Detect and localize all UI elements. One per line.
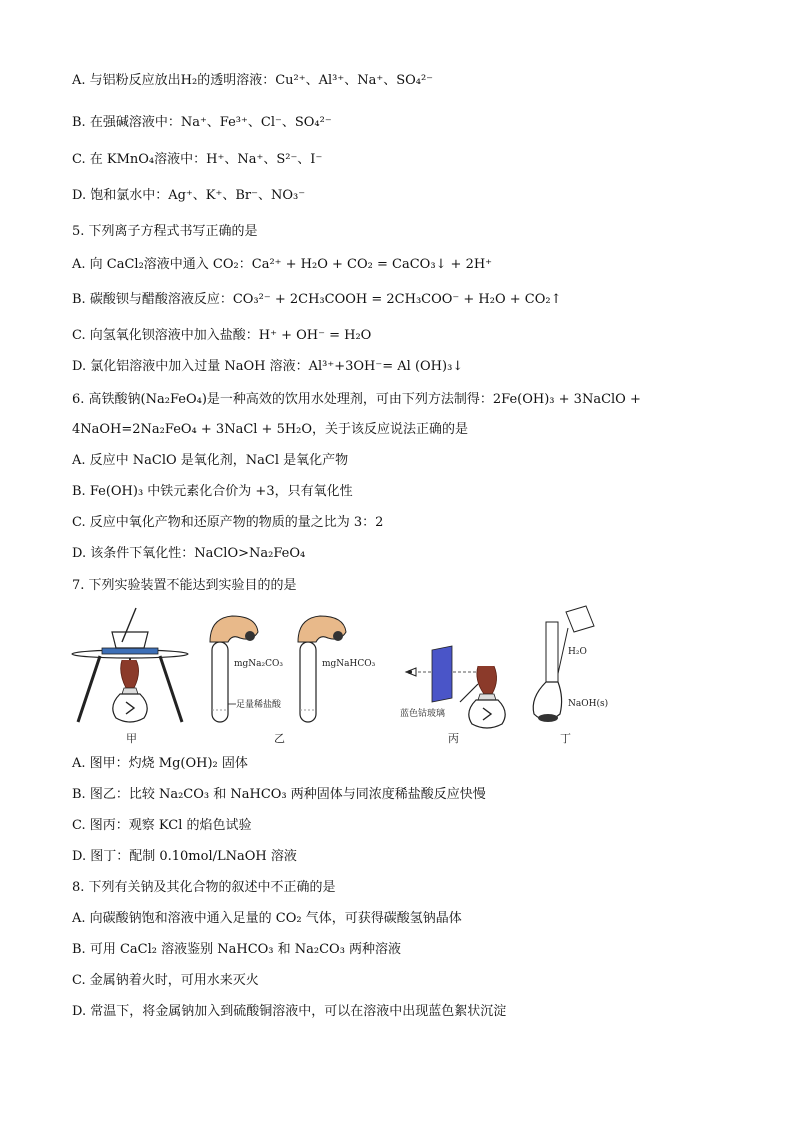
text-line: D. 饱和氯水中：Ag⁺、K⁺、Br⁻、NO₃⁻: [72, 188, 306, 203]
text-line: D. 该条件下氧化性：NaClO>Na₂FeO₄: [72, 546, 306, 561]
text-line: 4NaOH=2Na₂FeO₄ + 3NaCl + 5H₂O，关于该反应说法正确的是: [72, 422, 469, 437]
caption-yi: 乙: [274, 732, 285, 745]
text-line: 8. 下列有关钠及其化合物的叙述中不正确的是: [72, 880, 336, 895]
text-line: B. 碳酸钡与醋酸溶液反应：CO₃²⁻ + 2CH₃COOH = 2CH₃COO⁻ + H₂O + CO₂↑: [72, 292, 562, 307]
experiment-figure: [60, 602, 740, 752]
text-line: C. 在 KMnO₄溶液中：H⁺、Na⁺、S²⁻、I⁻: [72, 152, 323, 167]
label-cobalt-glass: 蓝色钴玻璃: [400, 709, 446, 719]
text-line: B. 可用 CaCl₂ 溶液鉴别 NaHCO₃ 和 Na₂CO₃ 两种溶液: [72, 942, 402, 957]
text-line: A. 向 CaCl₂溶液中通入 CO₂：Ca²⁺ + H₂O + CO₂ = CaCO₃↓ + 2H⁺: [72, 257, 493, 272]
text-line: D. 图丁：配制 0.10mol/LNaOH 溶液: [72, 849, 297, 864]
text-line: B. Fe(OH)₃ 中铁元素化合价为 +3，只有氧化性: [72, 484, 353, 499]
label-water: H₂O: [568, 647, 587, 657]
caption-jia: 甲: [126, 732, 137, 745]
text-line: D. 氯化铝溶液中加入过量 NaOH 溶液：Al³⁺+3OH⁻= Al (OH)₃↓: [72, 359, 464, 374]
text-line: 7. 下列实验装置不能达到实验目的的是: [72, 578, 297, 593]
text-line: B. 在强碱溶液中：Na⁺、Fe³⁺、Cl⁻、SO₄²⁻: [72, 115, 332, 130]
apparatus-jia: [72, 608, 188, 722]
text-line: C. 金属钠着火时，可用水来灭火: [72, 973, 259, 988]
label-naoh: NaOH(s): [568, 699, 609, 709]
text-line: B. 图乙：比较 Na₂CO₃ 和 NaHCO₃ 两种固体与同浓度稀盐酸反应快慢: [72, 787, 486, 802]
text-line: C. 向氢氧化钡溶液中加入盐酸：H⁺ + OH⁻ = H₂O: [72, 328, 372, 343]
label-na2co3: mgNa₂CO₃: [234, 659, 284, 669]
text-line: A. 反应中 NaClO 是氧化剂，NaCl 是氧化产物: [72, 453, 349, 468]
text-line: D. 常温下，将金属钠加入到硫酸铜溶液中，可以在溶液中出现蓝色絮状沉淀: [72, 1004, 507, 1019]
text-line: C. 反应中氧化产物和还原产物的物质的量之比为 3：2: [72, 515, 384, 530]
label-nahco3: mgNaHCO₃: [322, 659, 376, 669]
caption-bing: 丙: [448, 732, 459, 745]
text-line: A. 图甲：灼烧 Mg(OH)₂ 固体: [72, 756, 248, 771]
text-line: A. 向碳酸钠饱和溶液中通入足量的 CO₂ 气体，可获得碳酸氢钠晶体: [72, 911, 462, 926]
text-line: A. 与铝粉反应放出H₂的透明溶液：Cu²⁺、Al³⁺、Na⁺、SO₄²⁻: [72, 73, 434, 88]
text-line: C. 图丙：观察 KCl 的焰色试验: [72, 818, 252, 833]
caption-ding: 丁: [560, 732, 571, 745]
label-hcl: 足量稀盐酸: [236, 700, 282, 710]
text-line: 5. 下列离子方程式书写正确的是: [72, 224, 258, 239]
text-line: 6. 高铁酸钠(Na₂FeO₄)是一种高效的饮用水处理剂，可由下列方法制得：2Fe(OH)₃ + 3NaClO +: [72, 392, 641, 407]
